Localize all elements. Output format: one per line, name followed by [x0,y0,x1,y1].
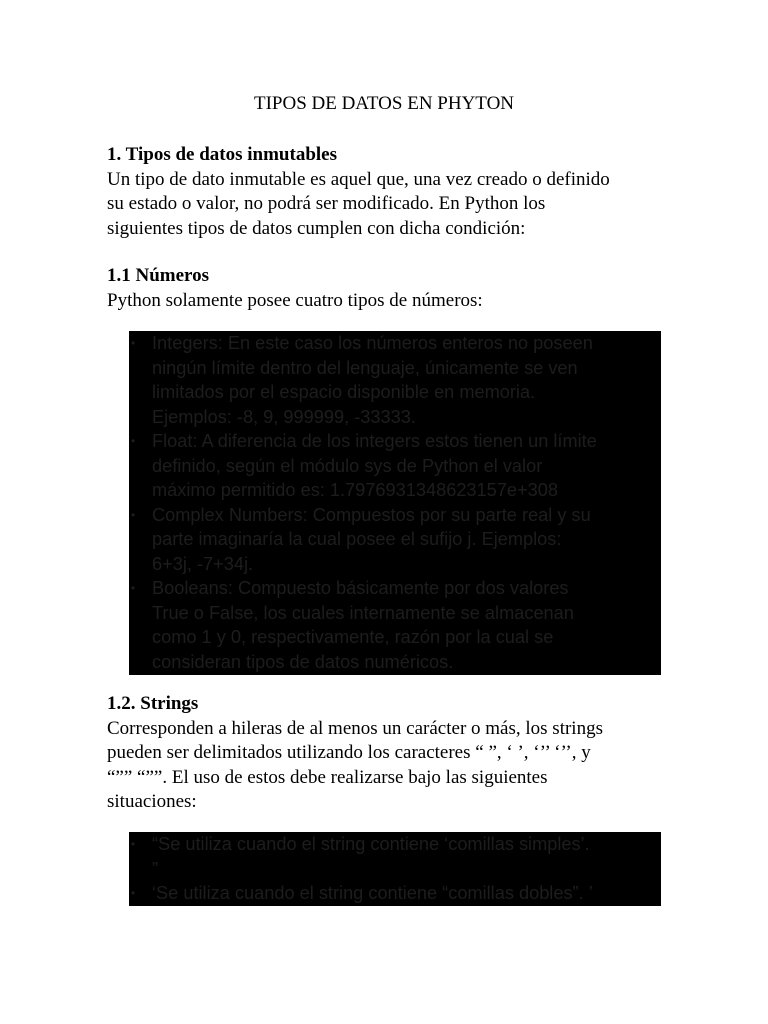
paragraph-line: siguientes tipos de datos cumplen con dicha condición: [107,217,526,239]
paragraph-line: pueden ser delimitados utilizando los caracteres “ ”, ‘ ’, ‘’’ ‘’’, y [107,742,591,763]
section-heading: 1. Tipos de datos inmutables [107,144,338,165]
list-item [129,576,661,674]
list-item-line: Ejemplos: -8, 9, 999999, -33333. [152,406,416,427]
paragraph-line: Corresponden a hileras de al menos un carácter o más, los strings [107,717,603,739]
list-item-line: True o False, los cuales internamente se almacenan [152,602,574,623]
list-item [129,832,661,881]
list-item-line: máximo permitido es: 1.7976931348623157e+308 [152,480,558,500]
bullet-icon: • [131,434,136,448]
paragraph-line: Python solamente posee cuatro tipos de números: [107,289,483,311]
section-strings [107,692,667,815]
list-item [129,881,661,906]
list-item-line: ” [152,858,159,879]
number-types-list-box [129,331,661,675]
section-heading: 1.1 Números [107,265,210,286]
list-item-line: consideran tipos de datos numéricos. [152,651,454,672]
list-item-line: como 1 y 0, respectivamente, razón por la cual se [152,627,554,647]
bullet-icon: • [131,837,136,851]
list-item-line: Complex Numbers: Compuestos por su parte real y su [152,504,591,525]
list-item-line: Booleans: Compuesto básicamente por dos valores [152,578,569,598]
number-types-list [129,331,661,674]
document-title: TIPOS DE DATOS EN PHYTON [253,93,515,114]
list-item-line: Integers: En este caso los números enteros no poseen [152,333,593,353]
string-quotes-list [129,832,661,906]
list-item-line: ningún límite dentro del lenguaje, únicamente se ven [152,357,578,378]
paragraph-line: su estado o valor, no podrá ser modificado. En Python los [107,193,546,214]
list-item [129,503,661,577]
list-item-line: ‘Se utiliza cuando el string contiene “comillas dobles”. ’ [152,883,593,903]
section-numeros [107,264,667,313]
bullet-icon: • [131,886,136,900]
paragraph-line: Un tipo de dato inmutable es aquel que, una vez creado o definido [107,168,610,190]
list-item-line: limitados por el espacio disponible en memoria. [152,382,536,402]
paragraph-line: situaciones: [107,791,197,812]
list-item [129,331,661,429]
list-item [129,429,661,503]
list-item-line: 6+3j, -7+34j. [152,553,254,574]
paragraph-line: “”” “””. El uso de estos debe realizarse bajo las siguientes [107,766,548,788]
bullet-icon: • [131,336,136,350]
list-item-line: “Se utiliza cuando el string contiene ‘comillas simples’. [152,834,590,854]
list-item-line: parte imaginaría la cual posee el sufijo j. Ejemplos: [152,529,562,549]
section-heading: 1.2. Strings [107,693,199,714]
bullet-icon: • [131,581,136,595]
string-quotes-list-box [129,832,661,906]
section-inmutables [107,143,667,241]
list-item-line: definido, según el módulo sys de Python el valor [152,455,543,476]
bullet-icon: • [131,507,136,522]
list-item-line: Float: A diferencia de los integers estos tienen un límite [152,431,597,451]
